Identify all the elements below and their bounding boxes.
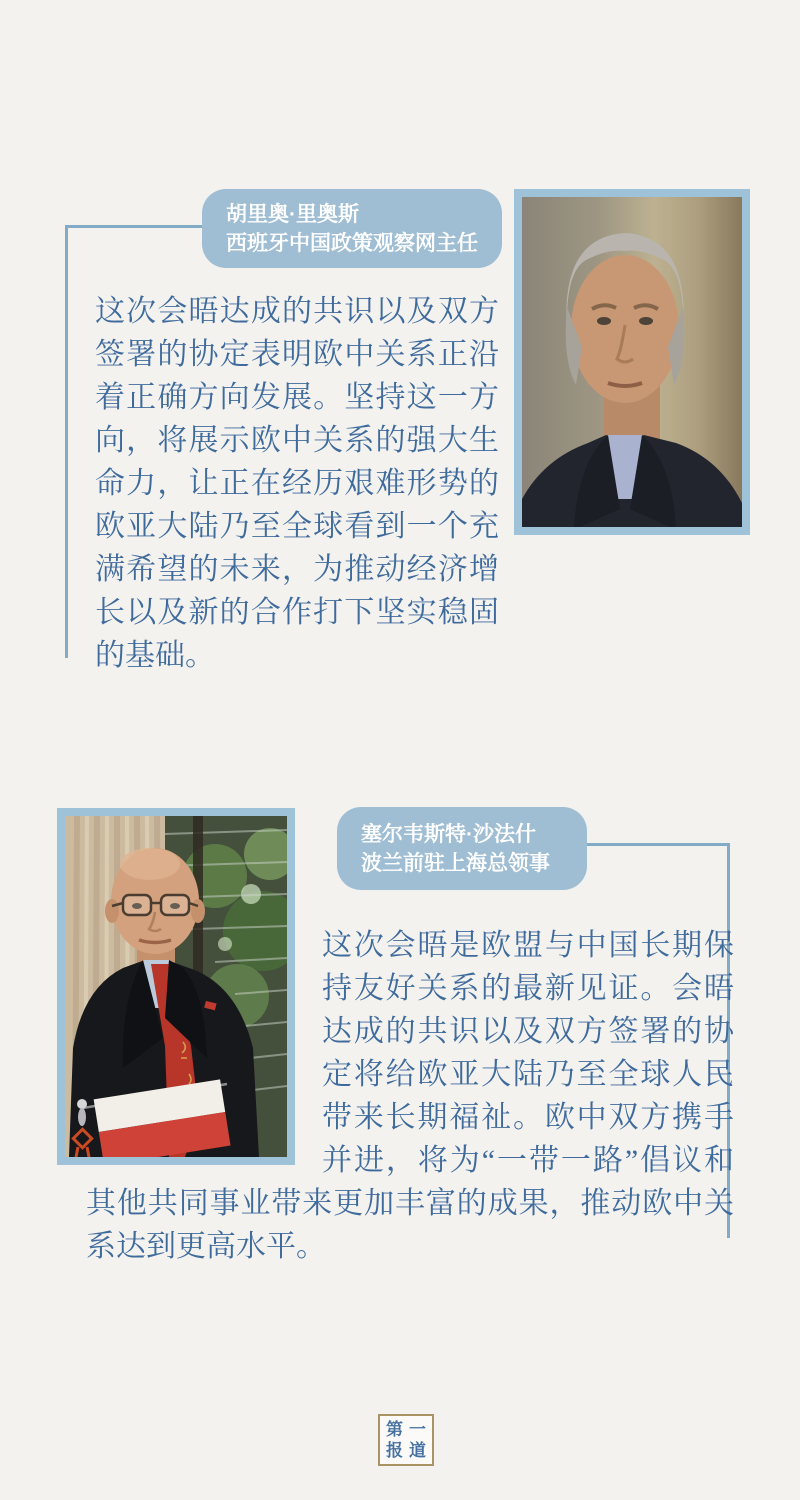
bracket-line-top-horizontal <box>65 225 202 228</box>
expert1-name-badge <box>202 189 502 268</box>
diyibaodao-logo <box>378 1414 434 1466</box>
bracket-line-bottom-horizontal <box>587 843 730 846</box>
logo-line-2: 报道 <box>386 1441 432 1460</box>
expert1-quote: 这次会晤达成的共识以及双方签署的协定表明欧中关系正沿着正确方向发展。坚持这一方向，将展示欧中关系的强大生命力，让正在经历艰难形势的欧亚大陆乃至全球看到一个充满希望的未来，为推动经济增长以及新的合作打下坚实稳固的基础。 <box>95 295 499 672</box>
expert2-quote: 这次会晤是欧盟与中国长期保持友好关系的最新见证。会晤达成的共识以及双方签署的协定将给欧亚大陆乃至全球人民带来长期福祉。欧中双方携手并进，将为“一带一路”倡议和其他共同事业带来更加丰富的成果，推动欧中关系达到更高水平。 <box>86 924 734 1268</box>
expert2-title: 波兰前驻上海总领事 <box>361 852 550 875</box>
expert1-portrait-illustration <box>522 197 742 527</box>
photo-text-wrap-spacer <box>86 924 322 1165</box>
logo-line-1: 第一 <box>386 1420 432 1439</box>
expert1-name: 胡里奥·里奥斯 <box>226 203 359 226</box>
expert2-name-badge <box>337 807 587 890</box>
expert1-photo <box>514 189 750 535</box>
expert1-title: 西班牙中国政策观察网主任 <box>226 232 478 255</box>
expert2-name: 塞尔韦斯特·沙法什 <box>361 823 536 846</box>
bracket-line-top-vertical <box>65 225 68 658</box>
